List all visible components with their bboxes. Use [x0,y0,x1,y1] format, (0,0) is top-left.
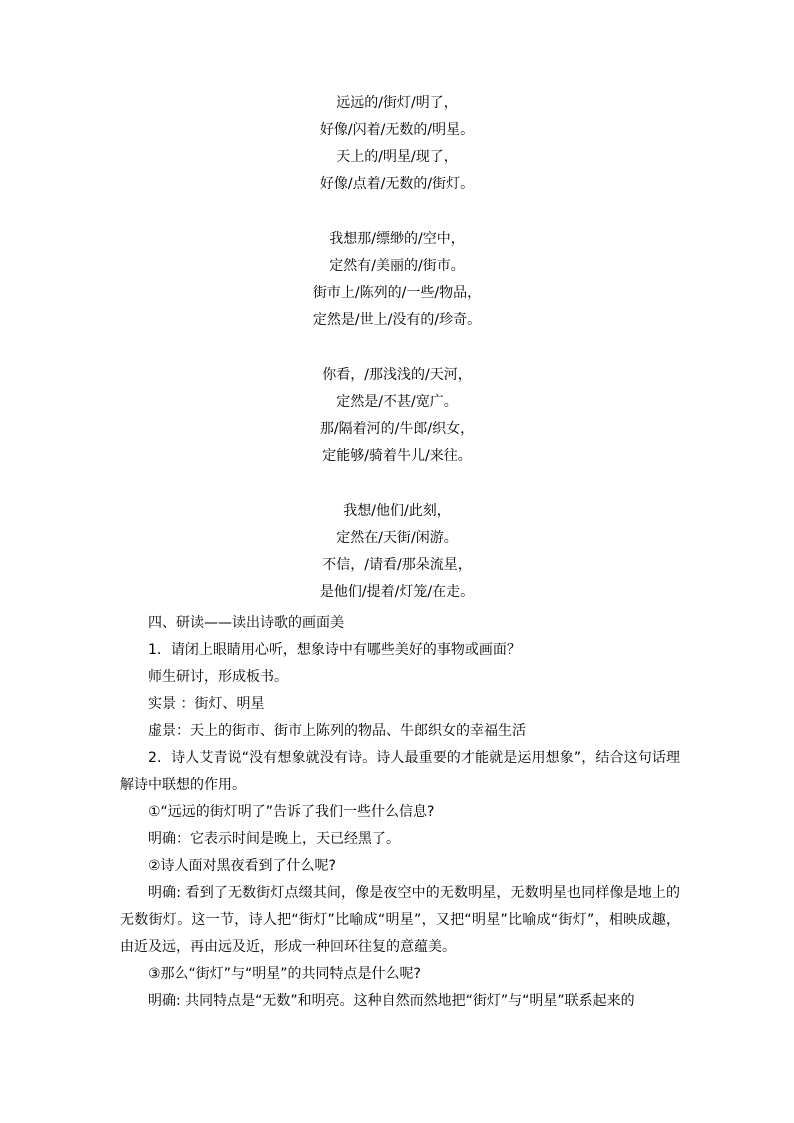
question-2: 2．诗人艾青说“没有想象就没有诗。诗人最重要的才能就是运用想象”，结合这句话理解诗中联想的作用。 [120,750,680,793]
poem-stanza-1 [0,90,794,198]
discussion-note: 师生研讨，形成板书。 [148,669,288,685]
poem-stanza-4 [0,498,794,606]
sub-question-2: ②诗人面对黑夜看到了什么呢? [148,858,336,874]
poem-line: 不信，/请看/那朵流星， [322,557,472,573]
section-heading: 四、研读——读出诗歌的画面美 [148,615,344,631]
poem-line: 是他们/提着/灯笼/在走。 [319,584,475,600]
question-1: 1．请闭上眼睛用心听，想象诗中有哪些美好的事物或画面？ [148,642,521,658]
poem-line: 你看，/那浅浅的/天河， [322,367,472,383]
poem [0,90,794,606]
poem-line: 好像/闪着/无数的/明星。 [319,122,475,138]
poem-line: 远远的/街灯/明了， [336,95,458,111]
poem-line: 定能够/骑着牛儿/来往。 [322,448,472,464]
poem-line: 定然是/不甚/宽广。 [336,394,458,410]
answer-1: 明确：它表示时间是晚上，天已经黑了。 [148,831,400,847]
poem-line: 街市上/陈列的/一些/物品， [312,285,482,301]
poem-line: 我想/他们/此刻， [343,503,451,519]
poem-line: 好像/点着/无数的/街灯。 [319,176,475,192]
poem-line: 定然有/美丽的/街市。 [329,258,465,274]
lesson-body [120,610,680,1015]
real-scene: 实景 ：街灯、明星 [148,696,265,712]
imagined-scene: 虚景：天上的街市、街市上陈列的物品、牛郎织女的幸福生活 [148,723,526,739]
answer-3: 明确: 共同特点是“无数”和明亮。这种自然而然地把“街灯”与“明星”联系起来的 [148,993,635,1009]
answer-2: 明确: 看到了无数街灯点缀其间，像是夜空中的无数明星，无数明星也同样像是地上的无数街灯。这一节，诗人把“街灯”比喻成“明星”，又把“明星”比喻成“街灯”，相映成趣，由近及远，再由远及近，形成一种回环往复的意蕴美。 [120,885,680,955]
poem-stanza-2 [0,226,794,334]
poem-line: 天上的/明星/现了， [336,149,458,165]
poem-line: 定然在/天街/闲游。 [336,530,458,546]
poem-stanza-3 [0,362,794,470]
sub-question-1: ①“远远的街灯明了”告诉了我们一些什么信息? [148,804,435,820]
poem-line: 那/隔着河的/牛郎/织女， [319,421,475,437]
poem-line: 我想那/缥缈的/空中， [329,231,465,247]
poem-line: 定然是/世上/没有的/珍奇。 [312,312,482,328]
sub-question-3: ③那么“街灯”与“明星”的共同特点是什么呢? [148,966,421,982]
